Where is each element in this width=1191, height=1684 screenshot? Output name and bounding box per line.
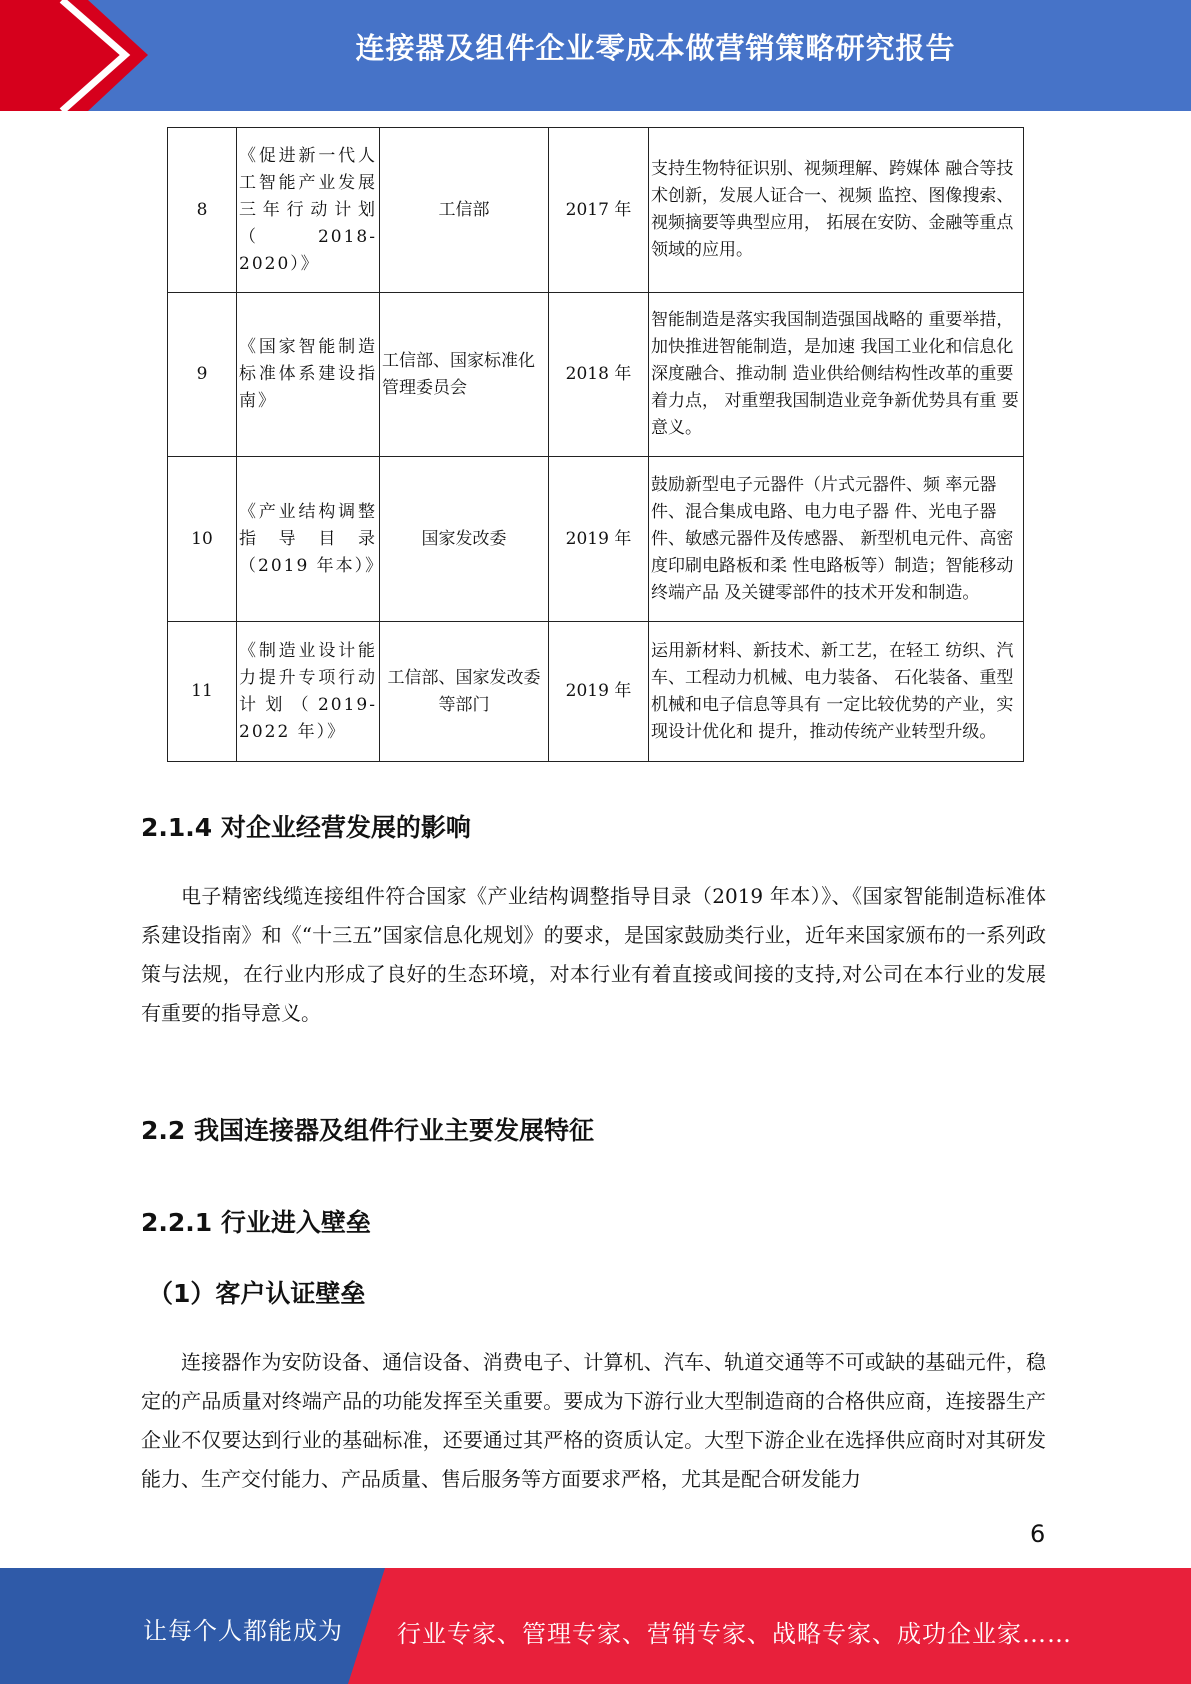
policy-name: 《促进新一代人工智能产业发展三年行动计划（2018-2020）》 xyxy=(237,128,380,293)
policy-department: 国家发改委 xyxy=(380,457,549,622)
policy-name: 《国家智能制造标准体系建设指南》 xyxy=(237,293,380,457)
table-row xyxy=(168,293,1024,457)
policy-description: 支持生物特征识别、视频理解、跨媒体 融合等技术创新，发展人证合一、视频 监控、图像搜索、视频摘要等典型应用， 拓展在安防、金融等重点领域的应用。 xyxy=(649,128,1024,293)
footer-slogan-right: 行业专家、管理专家、营销专家、战略专家、成功企业家…… xyxy=(397,1620,1072,1648)
policy-department: 工信部 xyxy=(380,128,549,293)
page-header xyxy=(0,0,1191,111)
section-heading-2-1-4: 2.1.4 对企业经营发展的影响 xyxy=(141,813,471,842)
policy-description: 鼓励新型电子元器件（片式元器件、频 率元器件、混合集成电路、电力电子器 件、光电子器件、敏感元器件及传感器、 新型机电元件、高密度印刷电路板和柔 性电路板等）制造；智能移动终端产品 及关键零部件的技术开发和制造。 xyxy=(649,457,1024,622)
section-2-1-4-paragraph: 电子精密线缆连接组件符合国家《产业结构调整指导目录（2019 年本）》、《国家智能制造标准体系建设指南》和《“十三五”国家信息化规划》的要求，是国家鼓励类行业，近年来国家颁布的一系列政策与法规，在行业内形成了良好的生态环境，对本行业有着直接或间接的支持,对公司在本行业的发展有重要的指导意义。 xyxy=(141,884,1046,1025)
policy-description: 智能制造是落实我国制造强国战略的 重要举措，加快推进智能制造，是加速 我国工业化和信息化深度融合、推动制 造业供给侧结构性改革的重要着力点， 对重塑我国制造业竞争新优势具有重 要意义。 xyxy=(649,293,1024,457)
page-number: 6 xyxy=(1030,1520,1046,1548)
table-row xyxy=(168,622,1024,762)
footer-slogan-left: 让每个人都能成为 xyxy=(143,1617,343,1645)
row-number: 11 xyxy=(168,622,237,762)
table-row xyxy=(168,128,1024,293)
policy-year: 2019 年 xyxy=(549,622,649,762)
policy-name: 《制造业设计能力提升专项行动计划（2019-2022 年）》 xyxy=(237,622,380,762)
policy-year: 2017 年 xyxy=(549,128,649,293)
page-footer xyxy=(0,1568,1191,1684)
sub-heading-customer-certification: （1）客户认证壁垒 xyxy=(148,1279,366,1308)
section-2-2-1-paragraph: 连接器作为安防设备、通信设备、消费电子、计算机、汽车、轨道交通等不可或缺的基础元件，稳定的产品质量对终端产品的功能发挥至关重要。要成为下游行业大型制造商的合格供应商，连接器生产企业不仅要达到行业的基础标准，还要通过其严格的资质认定。大型下游企业在选择供应商时对其研发能力、生产交付能力、产品质量、售后服务等方面要求严格，尤其是配合研发能力 xyxy=(141,1350,1046,1491)
row-number: 9 xyxy=(168,293,237,457)
section-heading-2-2-1: 2.2.1 行业进入壁垒 xyxy=(141,1208,371,1237)
table-row xyxy=(168,457,1024,622)
policy-description: 运用新材料、新技术、新工艺，在轻工 纺织、汽车、工程动力机械、电力装备、 石化装备、重型机械和电子信息等具有 一定比较优势的产业，实现设计优化和 提升，推动传统产业转型升级。 xyxy=(649,622,1024,762)
row-number: 10 xyxy=(168,457,237,622)
policy-year: 2019 年 xyxy=(549,457,649,622)
policy-year: 2018 年 xyxy=(549,293,649,457)
section-heading-2-2: 2.2 我国连接器及组件行业主要发展特征 xyxy=(141,1116,594,1145)
policy-department: 工信部、国家标准化管理委员会 xyxy=(380,293,549,457)
report-title: 连接器及组件企业零成本做营销策略研究报告 xyxy=(355,31,956,65)
row-number: 8 xyxy=(168,128,237,293)
policy-department: 工信部、国家发改委等部门 xyxy=(380,622,549,762)
policy-table xyxy=(167,127,1024,762)
policy-name: 《产业结构调整指导目录（2019 年本）》 xyxy=(237,457,380,622)
